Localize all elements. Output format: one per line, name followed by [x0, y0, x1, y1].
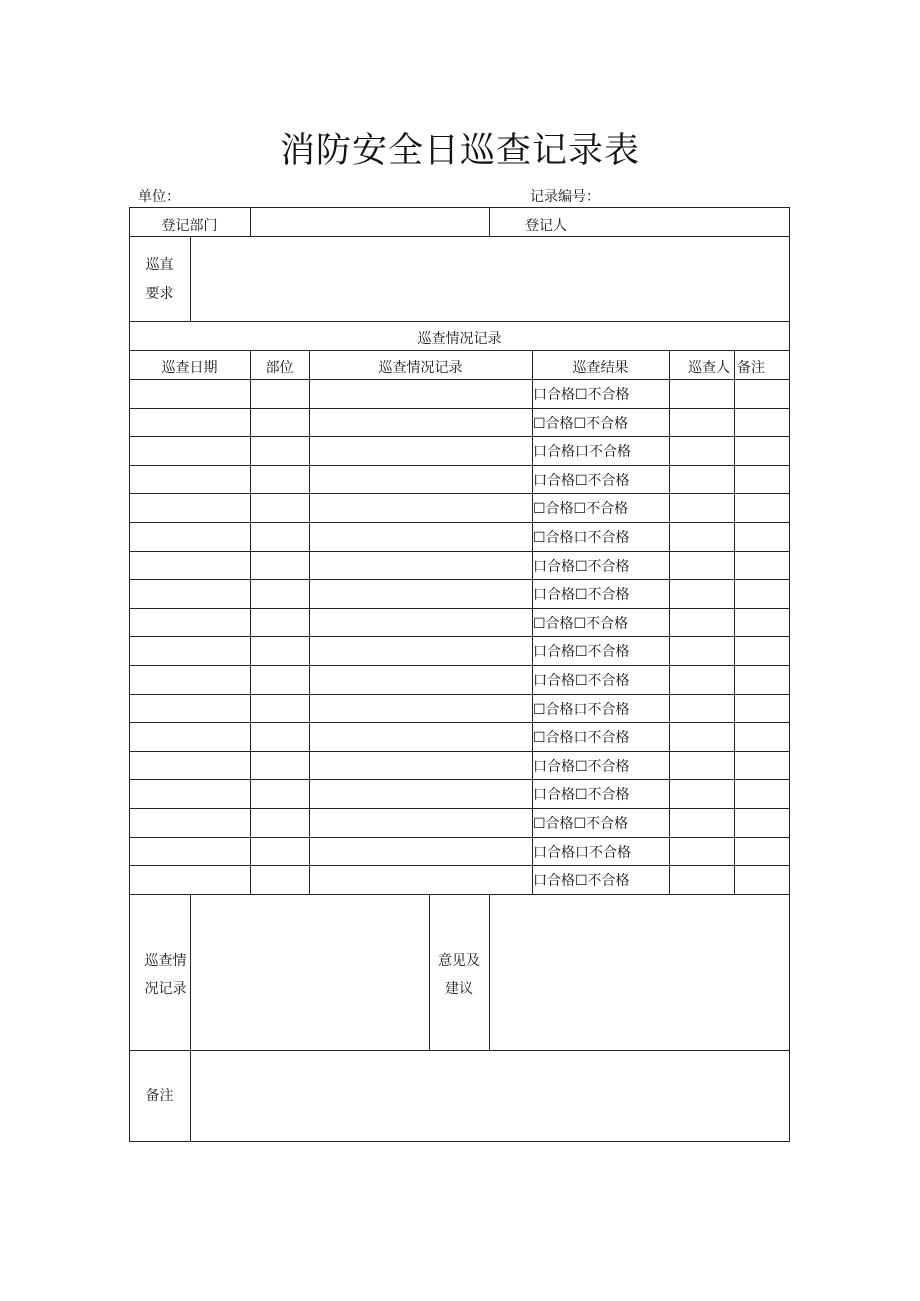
requirement-field[interactable]: [191, 237, 789, 321]
result-checkbox-cell[interactable]: ☐合格口不合格: [533, 530, 630, 546]
col-header-result: 巡查结果: [572, 360, 629, 376]
summary-field[interactable]: [191, 895, 428, 1050]
opinion-field[interactable]: [490, 895, 789, 1050]
result-checkbox-cell[interactable]: ☐合格☐不合格: [533, 501, 629, 517]
col-header-inspector: 巡查人: [688, 360, 730, 376]
row-divider: [129, 379, 790, 380]
row-divider: [129, 779, 790, 780]
result-checkbox-cell[interactable]: ☐合格☐不合格: [533, 416, 629, 432]
remarks-field[interactable]: [191, 1051, 789, 1142]
col-divider: [734, 350, 735, 894]
result-checkbox-cell[interactable]: 口合格☐不合格: [533, 473, 630, 489]
opinion-label-line1: 意见及: [438, 953, 480, 969]
reg-dept-label: 登记部门: [161, 218, 218, 234]
row-divider: [129, 694, 790, 695]
result-checkbox-cell[interactable]: 口合格☐不合格: [533, 873, 630, 889]
row-divider: [129, 493, 790, 494]
result-checkbox-cell[interactable]: 口合格☐不合格: [533, 587, 630, 603]
row-divider: [129, 522, 790, 523]
summary-label-line2: 况记录: [144, 981, 187, 997]
result-checkbox-cell[interactable]: 口合格口不合格: [533, 444, 631, 460]
row-divider: [129, 636, 790, 637]
reg-dept-field[interactable]: [251, 208, 488, 236]
result-checkbox-cell[interactable]: ☐合格口不合格: [533, 702, 630, 718]
row-divider: [129, 465, 790, 466]
opinion-label-line2: 建议: [445, 981, 473, 997]
col-header-date: 巡查日期: [161, 360, 218, 376]
page-title: 消防安全日巡查记录表: [279, 131, 640, 171]
remarks-label: 备注: [145, 1088, 174, 1104]
row-divider: [129, 350, 790, 351]
col-divider: [309, 350, 310, 894]
row-divider: [129, 665, 790, 666]
row-divider: [129, 436, 790, 437]
requirement-label-line1: 巡直: [145, 257, 174, 273]
col-header-remarks: 备注: [737, 360, 765, 376]
row-divider: [129, 808, 790, 809]
col-divider: [250, 350, 251, 894]
section-title: 巡查情况记录: [417, 331, 502, 347]
registrar-label: 登记人: [525, 218, 567, 234]
row-divider: [129, 608, 790, 609]
result-checkbox-cell[interactable]: 口合格☐不合格: [533, 759, 630, 775]
registrar-field[interactable]: [575, 208, 789, 236]
result-checkbox-cell[interactable]: 口合格口不合格: [533, 845, 631, 861]
result-checkbox-cell[interactable]: 口合格☐不合格: [533, 644, 630, 660]
col-divider: [669, 350, 670, 894]
requirement-label-line2: 要求: [145, 286, 174, 302]
row-divider: [129, 321, 790, 322]
result-checkbox-cell[interactable]: 口合格☐不合格: [533, 673, 630, 689]
result-checkbox-cell[interactable]: ☐合格口不合格: [533, 730, 630, 746]
row-divider: [129, 579, 790, 580]
col-divider: [489, 207, 490, 236]
row-divider: [129, 551, 790, 552]
result-checkbox-cell[interactable]: 口合格☐不合格: [533, 787, 630, 803]
summary-label-line1: 巡查情: [144, 953, 187, 969]
result-checkbox-cell[interactable]: 口合格☐不合格: [533, 387, 630, 403]
row-divider: [129, 751, 790, 752]
unit-label: 单位：: [138, 189, 180, 205]
row-divider: [129, 408, 790, 409]
row-divider: [129, 865, 790, 866]
record-number-label: 记录编号：: [530, 189, 600, 205]
result-checkbox-cell[interactable]: 口合格☐不合格: [533, 559, 630, 575]
row-divider: [129, 722, 790, 723]
row-divider: [129, 837, 790, 838]
result-checkbox-cell[interactable]: ☐合格☐不合格: [533, 616, 629, 632]
col-divider: [429, 894, 430, 1050]
col-header-details: 巡查情况记录: [378, 360, 463, 376]
result-checkbox-cell[interactable]: ☐合格☐不合格: [533, 816, 629, 832]
col-header-location: 部位: [265, 360, 294, 376]
